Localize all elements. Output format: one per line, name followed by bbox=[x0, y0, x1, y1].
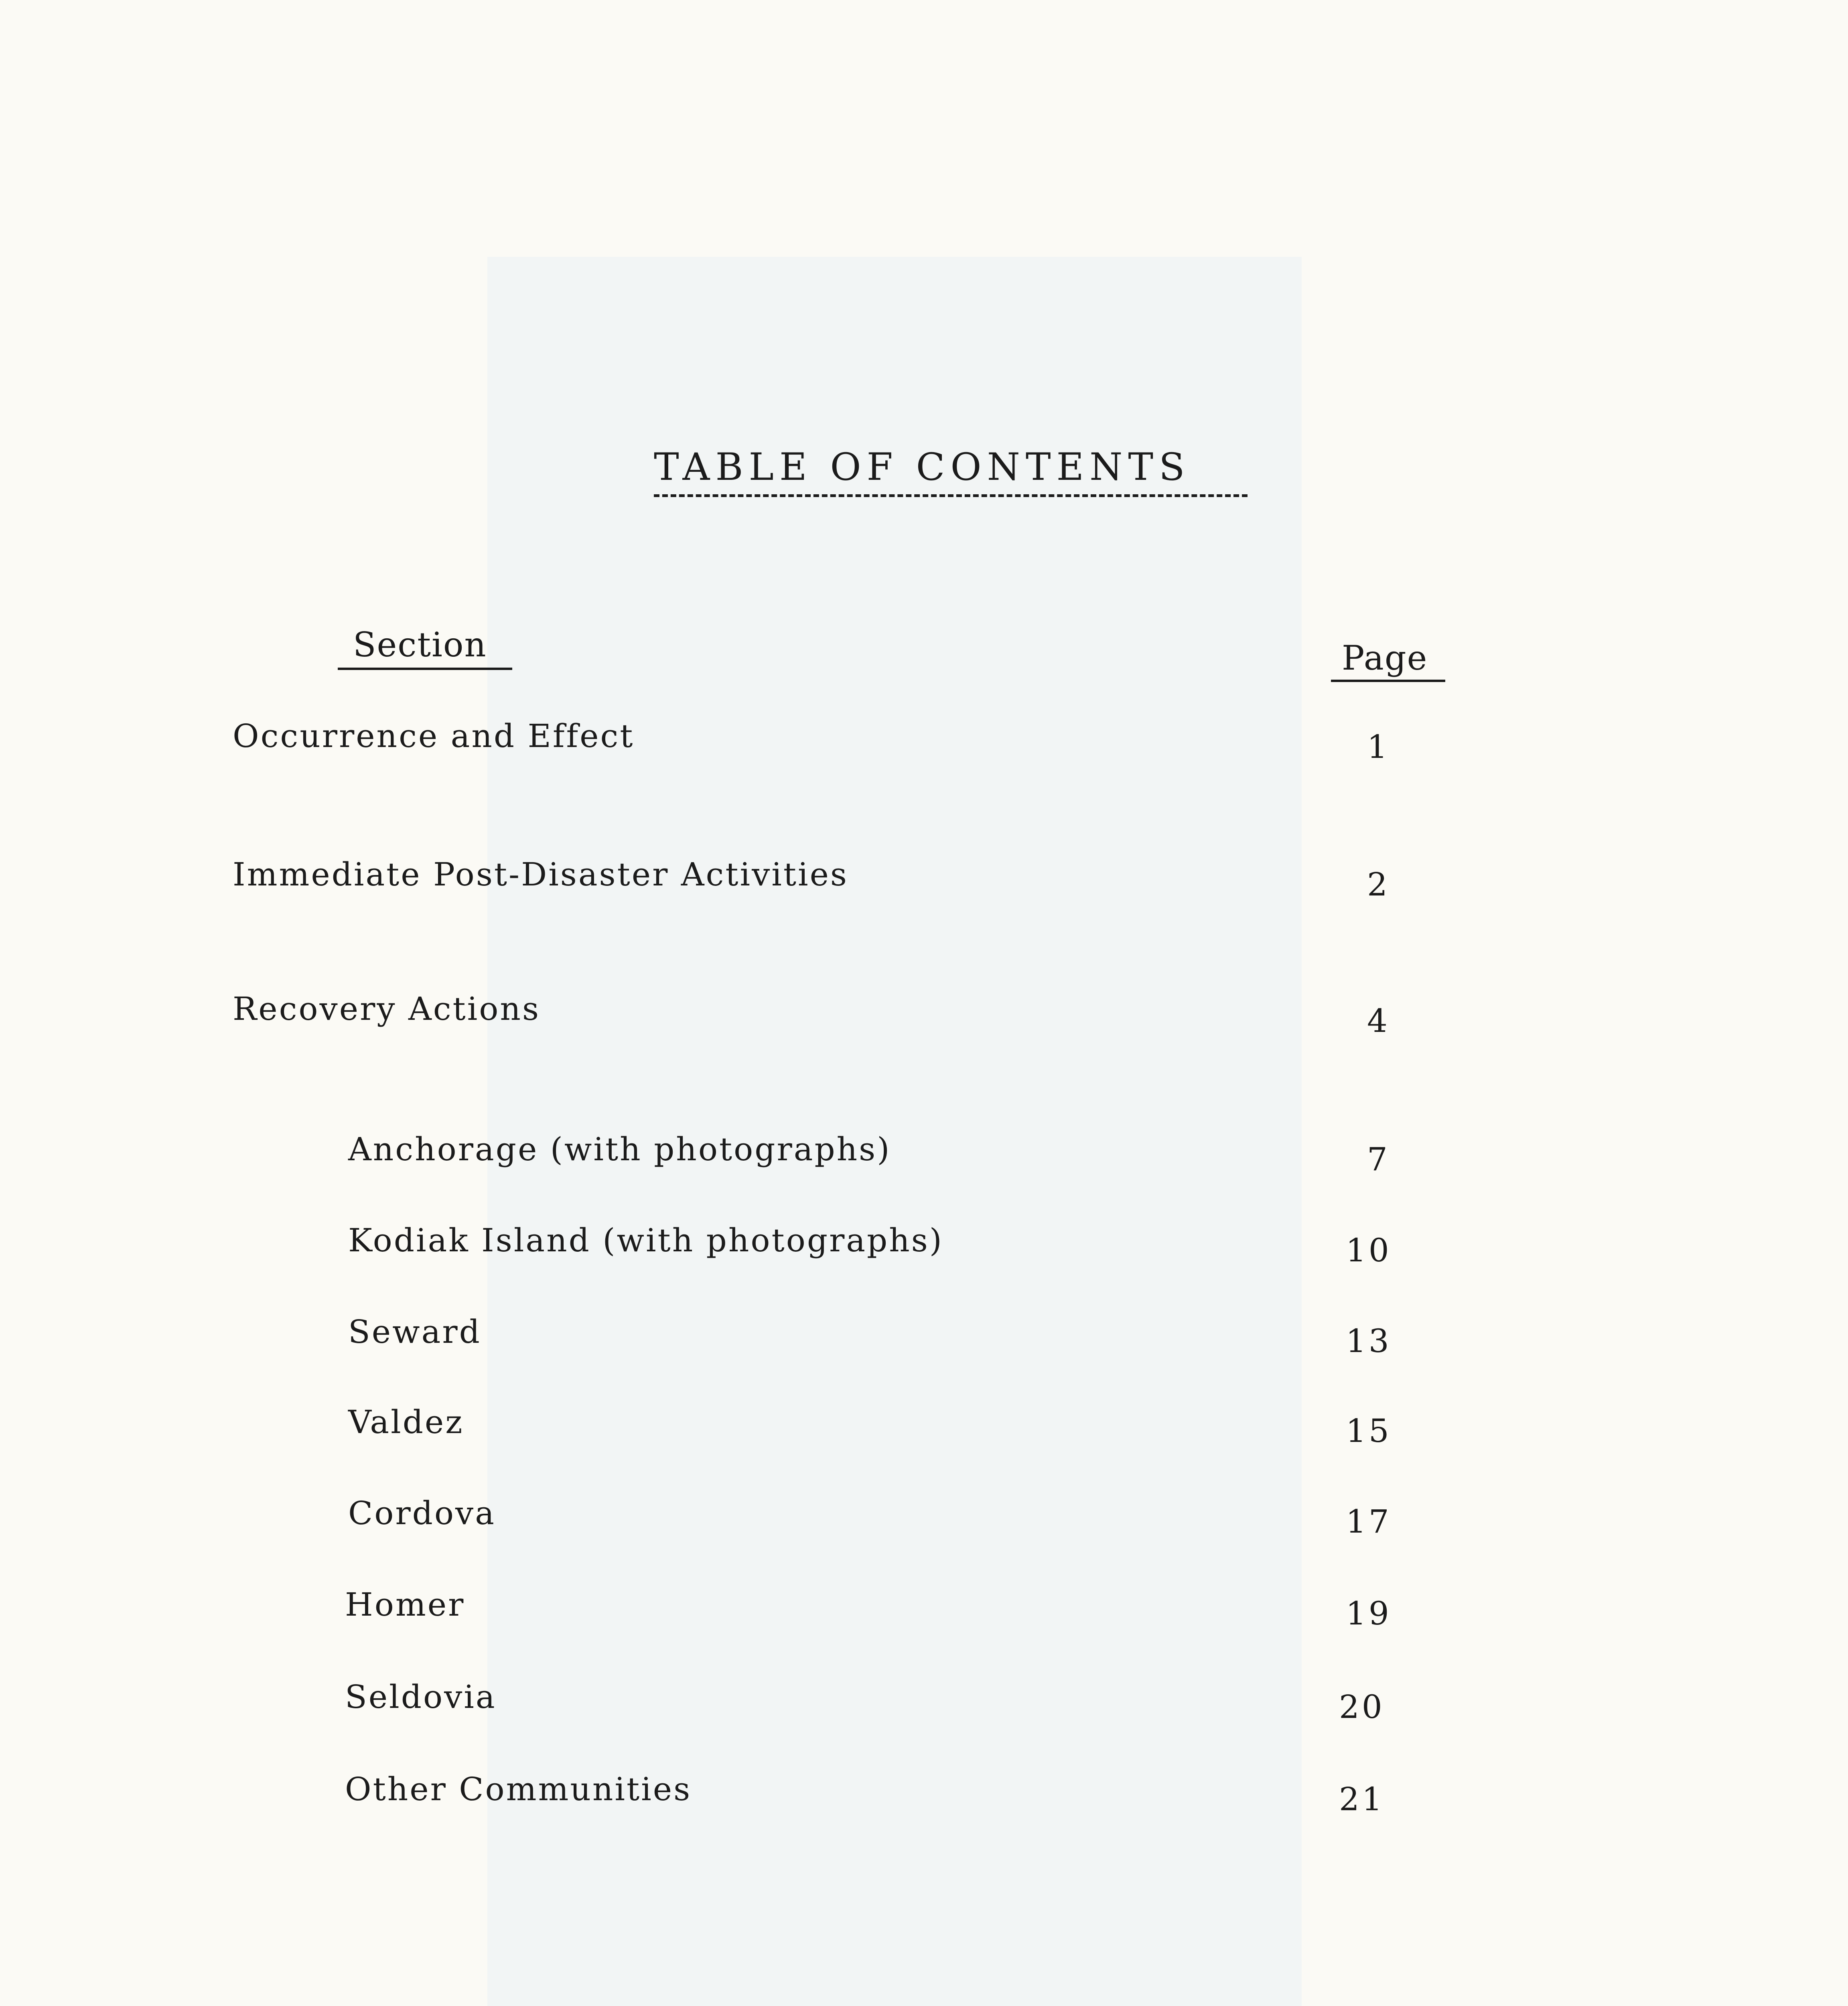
toc-entry-page: 1 bbox=[1367, 728, 1390, 765]
toc-entry-page: 10 bbox=[1346, 1232, 1392, 1269]
page-title: TABLE OF CONTENTS bbox=[654, 445, 1191, 489]
toc-entry-page: 19 bbox=[1346, 1595, 1392, 1632]
page-header-underline bbox=[1331, 680, 1445, 682]
toc-entry-label: Immediate Post-Disaster Activities bbox=[233, 856, 848, 893]
page-column-header: Page bbox=[1342, 638, 1428, 678]
toc-subentry-label: Homer bbox=[345, 1586, 465, 1623]
toc-entry-page: 4 bbox=[1367, 1002, 1390, 1040]
toc-subentry-label: Other Communities bbox=[345, 1770, 692, 1808]
toc-entry-label: Recovery Actions bbox=[233, 990, 541, 1027]
toc-subentry-label: Seward bbox=[348, 1313, 481, 1350]
toc-entry-page: 20 bbox=[1339, 1688, 1385, 1726]
toc-subentry-label: Kodiak Island (with photographs) bbox=[348, 1222, 944, 1259]
toc-entry-page: 15 bbox=[1346, 1412, 1392, 1450]
section-header-underline bbox=[338, 668, 512, 670]
toc-entry-page: 2 bbox=[1367, 866, 1390, 903]
toc-entry-page: 21 bbox=[1339, 1781, 1385, 1818]
section-column-header: Section bbox=[353, 625, 487, 664]
toc-entry-page: 17 bbox=[1346, 1503, 1392, 1540]
title-underline bbox=[654, 494, 1248, 497]
toc-entry-page: 13 bbox=[1346, 1322, 1392, 1360]
toc-subentry-label: Cordova bbox=[348, 1494, 496, 1532]
toc-subentry-label: Valdez bbox=[348, 1403, 464, 1441]
toc-entry-page: 7 bbox=[1367, 1141, 1390, 1178]
toc-subentry-label: Seldovia bbox=[345, 1678, 497, 1716]
toc-entry-label: Occurrence and Effect bbox=[233, 717, 635, 755]
toc-subentry-label: Anchorage (with photographs) bbox=[348, 1131, 891, 1168]
